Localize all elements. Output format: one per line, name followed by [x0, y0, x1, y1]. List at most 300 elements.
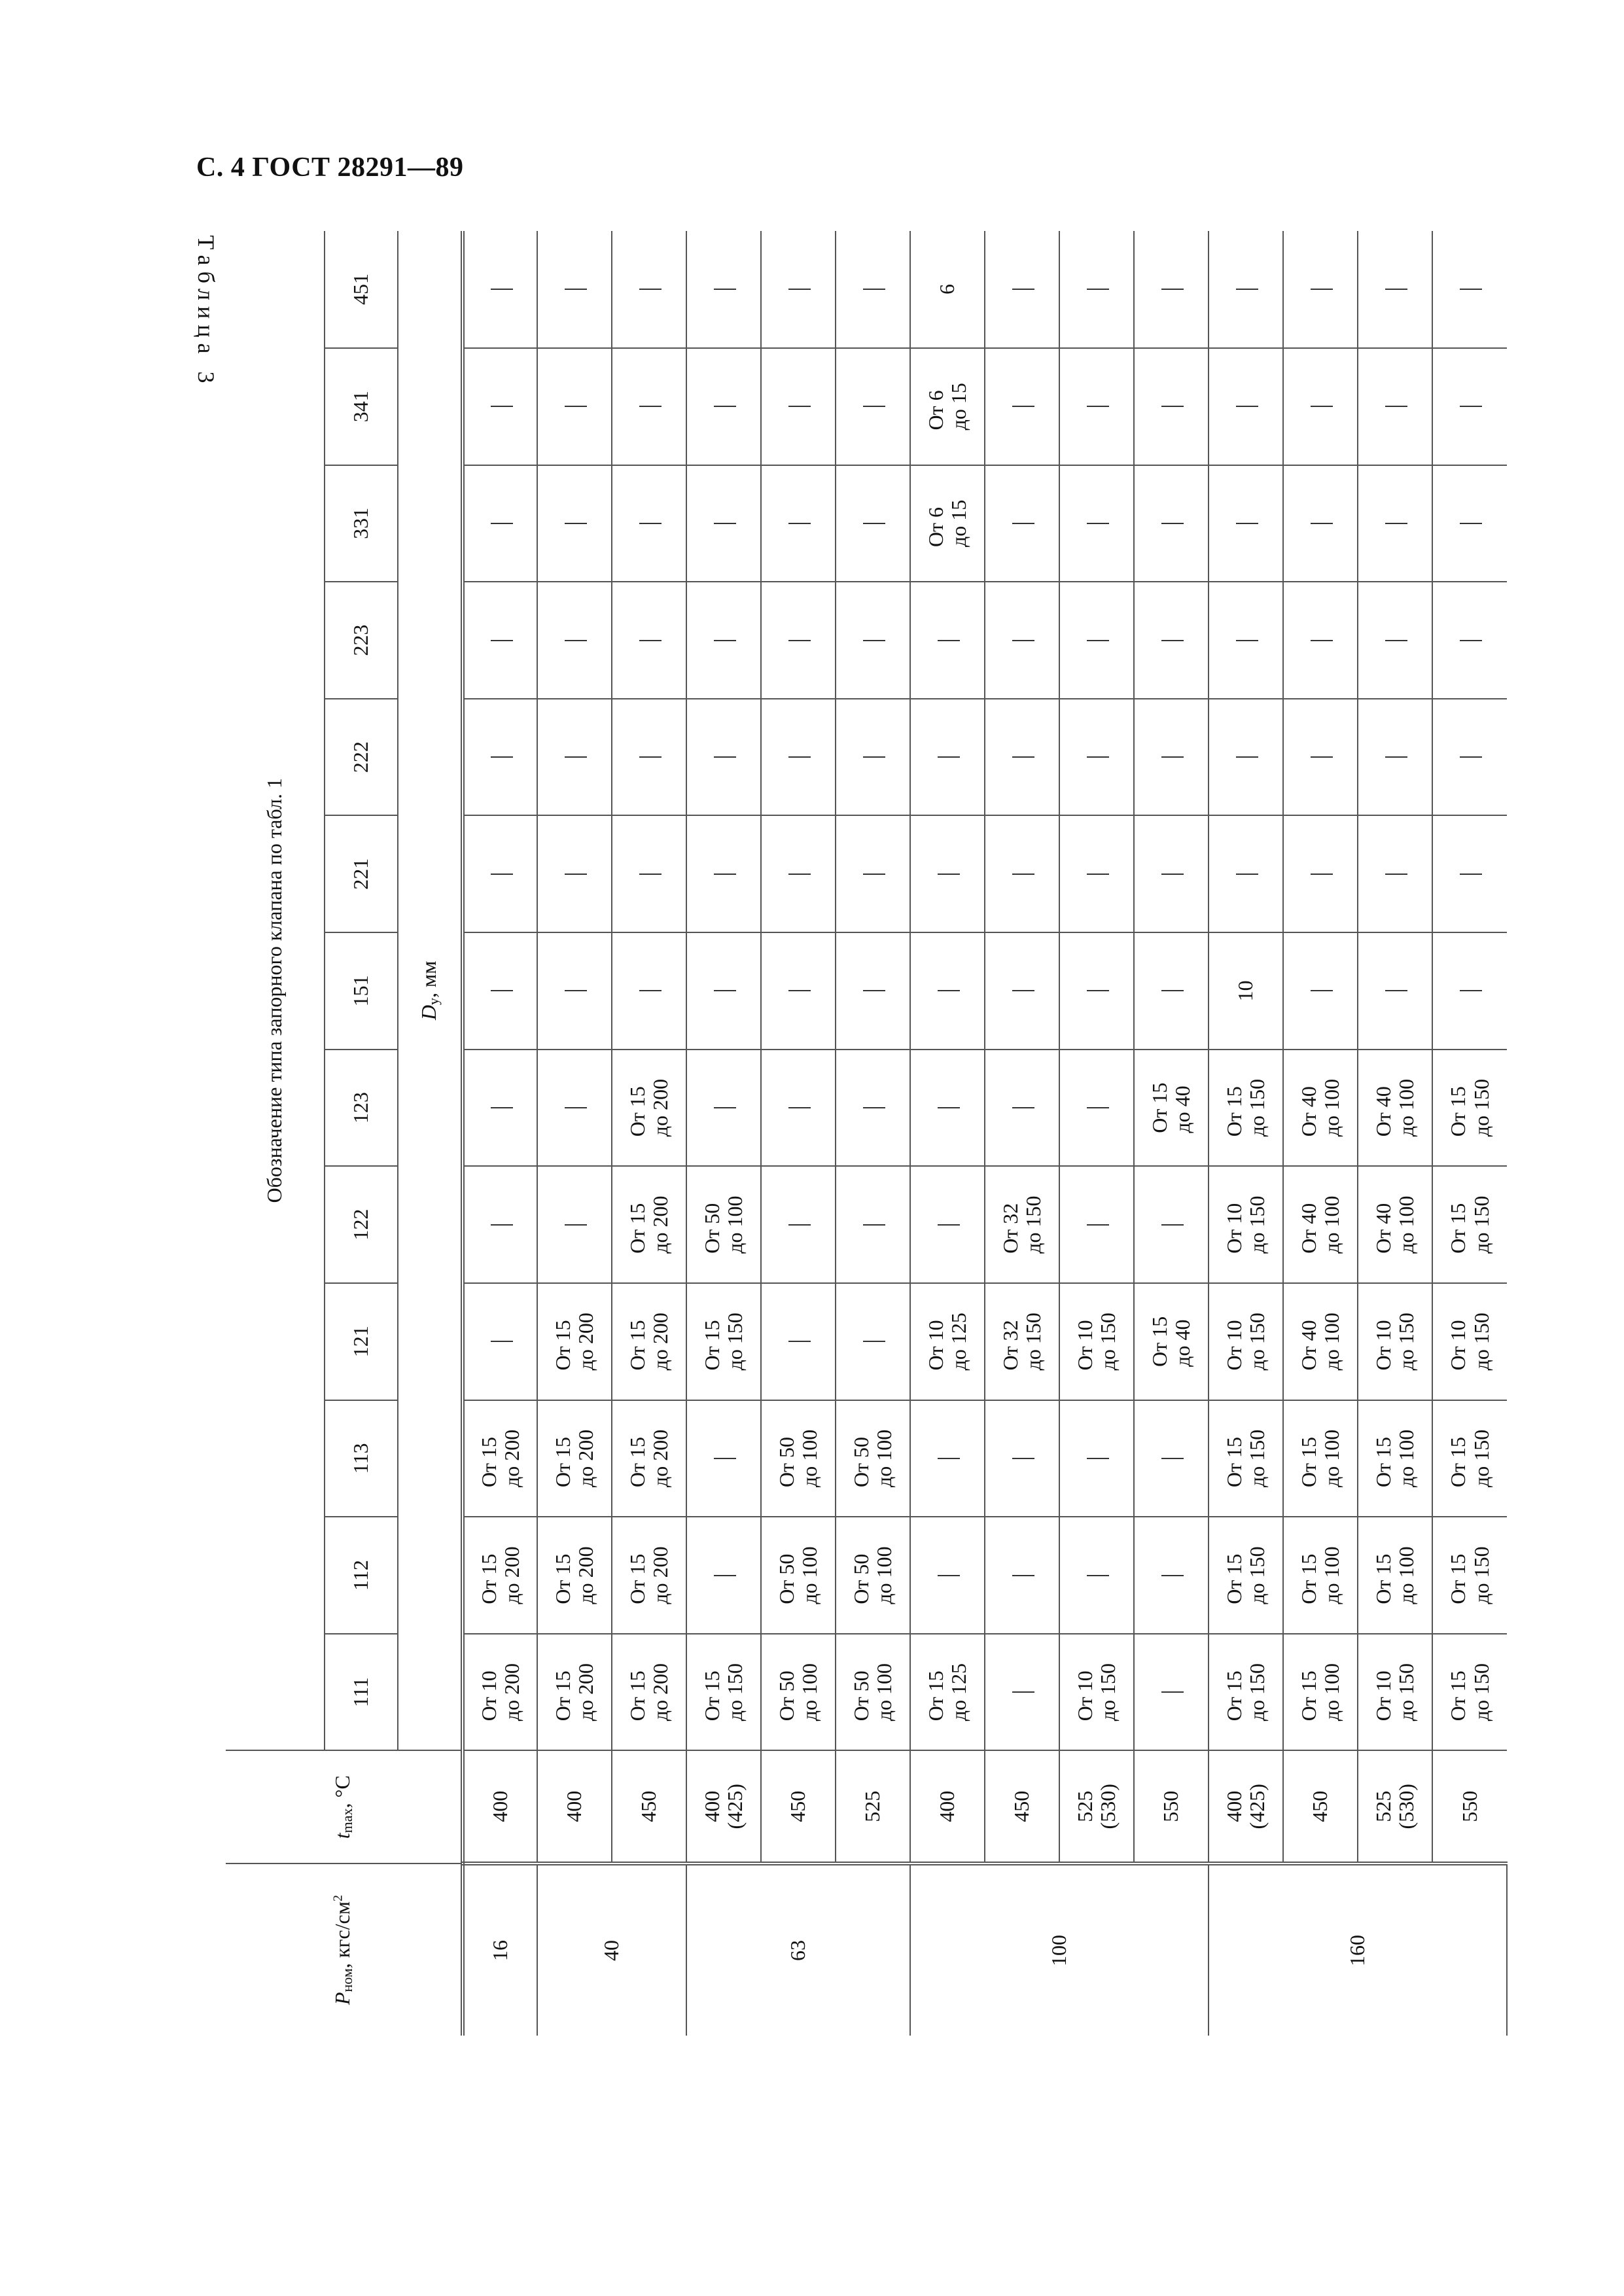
dy-cell [910, 1050, 985, 1167]
t-max-line: 450 [786, 1790, 810, 1822]
dy-range [626, 1663, 672, 1721]
dy-cell [1283, 1400, 1358, 1517]
empty-dash [863, 406, 885, 407]
dy-range-line: до 125 [947, 1663, 970, 1722]
dy-range-line: до 100 [798, 1663, 821, 1722]
dy-range [1297, 1196, 1343, 1254]
empty-dash [788, 406, 811, 407]
dy-cell [1134, 815, 1209, 932]
empty-dash [1087, 1575, 1109, 1576]
dy-range-line: От 15 [550, 1436, 574, 1488]
dy-range-line: до 200 [648, 1078, 672, 1137]
dy-range-line: От 6 [923, 390, 947, 431]
column-header-123: 123 [325, 1050, 398, 1167]
dy-cell [1432, 231, 1507, 348]
empty-dash [1161, 756, 1184, 758]
dy-range-line: От 15 [923, 1670, 947, 1722]
dy-cell [612, 1283, 686, 1400]
dy-range [701, 1663, 747, 1721]
empty-dash [1385, 756, 1407, 758]
dy-range [850, 1430, 896, 1487]
dy-cell [761, 932, 836, 1050]
dy-cell [686, 348, 761, 465]
empty-dash [788, 756, 811, 758]
dy-cell [1283, 1166, 1358, 1283]
dy-cell [686, 582, 761, 699]
dy-range-line: до 100 [1394, 1195, 1418, 1254]
empty-dash [714, 640, 736, 641]
dy-range-line: до 100 [1320, 1663, 1343, 1722]
column-header-331: 331 [325, 465, 398, 582]
empty-dash [1311, 874, 1333, 875]
dy-cell [1358, 231, 1432, 348]
dy-range [478, 1663, 523, 1721]
empty-dash [565, 640, 587, 641]
t-max-line: (530) [1096, 1784, 1120, 1829]
p-nom-header: $P_{ном}$, кгс/$см^2$ [226, 1863, 463, 2036]
dy-cell [910, 1283, 985, 1400]
dy-range [775, 1430, 821, 1487]
dy-range-line: От 50 [849, 1670, 873, 1722]
p-nom-cell: 63 [686, 1863, 910, 2036]
dy-cell [1432, 932, 1507, 1050]
empty-dash [1012, 756, 1034, 758]
dy-range-line: до 100 [798, 1429, 821, 1488]
dy-range [999, 1196, 1045, 1254]
dy-range-line: От 15 [625, 1203, 649, 1254]
empty-dash [1161, 1224, 1184, 1226]
empty-dash [639, 640, 662, 641]
dy-cell [1059, 1400, 1134, 1517]
dy-range-line: до 100 [1394, 1429, 1418, 1488]
empty-dash [565, 756, 587, 758]
dy-range-line: до 150 [1096, 1663, 1120, 1722]
empty-dash [491, 640, 513, 641]
dy-cell [910, 348, 985, 465]
dy-cell [1358, 699, 1432, 816]
dy-cell [1209, 1050, 1283, 1167]
dy-range-line: до 100 [872, 1546, 896, 1604]
dy-range-line: От 10 [923, 1320, 947, 1371]
dy-cell [686, 1283, 761, 1400]
empty-dash [491, 1107, 513, 1108]
rotated-table-wrapper [226, 231, 1534, 2036]
empty-dash [1161, 990, 1184, 991]
empty-dash [1012, 874, 1034, 875]
dy-cell [910, 699, 985, 816]
dy-range-line: От 15 [550, 1670, 574, 1722]
dy-range-line: до 150 [1394, 1663, 1418, 1722]
dy-value: 10 [1233, 980, 1258, 1002]
empty-dash [1087, 1224, 1109, 1226]
empty-dash [1161, 874, 1184, 875]
t-max-line: 450 [1308, 1790, 1332, 1822]
dy-cell [1432, 1634, 1507, 1751]
table-caption-text: Таблица 3 [193, 235, 219, 389]
dy-cell [537, 932, 612, 1050]
empty-dash [1161, 289, 1184, 290]
dy-range-line: От 15 [1147, 1082, 1171, 1133]
table-row [612, 231, 686, 2036]
dy-cell [1209, 231, 1283, 348]
dy-range-line: От 50 [849, 1436, 873, 1488]
dy-cell [761, 1050, 836, 1167]
dy-cell [463, 699, 537, 816]
empty-dash [788, 1107, 811, 1108]
dy-range-line: до 150 [1469, 1546, 1493, 1604]
dy-cell [686, 1517, 761, 1634]
dy-cell [1209, 815, 1283, 932]
dy-range-line: От 15 [1296, 1553, 1320, 1604]
dy-range-line: От 40 [1371, 1203, 1395, 1254]
empty-dash [1012, 990, 1034, 991]
dy-range-line: От 10 [1072, 1320, 1097, 1371]
dy-cell [761, 1283, 836, 1400]
empty-dash [938, 1575, 960, 1576]
dy-range-line: до 150 [1245, 1195, 1269, 1254]
empty-dash [1385, 289, 1407, 290]
dy-cell [1134, 231, 1209, 348]
dy-cell [1209, 1400, 1283, 1517]
dy-range-line: От 15 [1147, 1316, 1171, 1367]
table-row [985, 231, 1059, 2036]
dy-cell [537, 1400, 612, 1517]
table-row [686, 231, 761, 2036]
dy-range-line: до 100 [872, 1429, 896, 1488]
dy-cell [612, 1050, 686, 1167]
dy-range-line: до 100 [1320, 1195, 1343, 1254]
column-header-111: 111 [325, 1634, 398, 1751]
dy-cell [1358, 1400, 1432, 1517]
dy-range-line: до 200 [500, 1663, 523, 1722]
dy-range-line: От 32 [998, 1320, 1022, 1371]
dy-cell [836, 348, 910, 465]
dy-cell [985, 1400, 1059, 1517]
dy-cell [1432, 582, 1507, 699]
dy-cell [1358, 1166, 1432, 1283]
dy-cell [463, 465, 537, 582]
empty-dash [1012, 289, 1034, 290]
dy-cell [761, 582, 836, 699]
dy-cell [537, 1166, 612, 1283]
empty-dash [565, 1224, 587, 1226]
dy-cell [612, 582, 686, 699]
empty-dash [1385, 990, 1407, 991]
dy-range [552, 1313, 597, 1370]
dy-range-line: От 40 [1296, 1203, 1320, 1254]
dy-range [1074, 1663, 1120, 1721]
table-body [463, 231, 1507, 2036]
t-max-cell [1059, 1750, 1134, 1863]
dy-range-line: От 10 [1072, 1670, 1097, 1722]
dy-cell [985, 582, 1059, 699]
t-max-line: 400 [488, 1790, 512, 1822]
dy-range [1297, 1313, 1343, 1370]
t-max-cell [910, 1750, 985, 1863]
t-max-line: 400 [562, 1790, 586, 1822]
dy-cell [985, 1517, 1059, 1634]
dy-cell [910, 465, 985, 582]
empty-dash [788, 640, 811, 641]
empty-dash [863, 523, 885, 524]
dy-range-line: От 15 [625, 1320, 649, 1371]
dy-cell [1283, 932, 1358, 1050]
empty-dash [1460, 523, 1482, 524]
empty-dash [565, 523, 587, 524]
column-header-151: 151 [325, 932, 398, 1050]
dy-range-line: до 15 [947, 383, 970, 431]
dy-range-line: до 150 [1021, 1313, 1045, 1371]
dy-range [1223, 1663, 1269, 1721]
empty-dash [714, 523, 736, 524]
dy-cell [836, 465, 910, 582]
empty-dash [788, 289, 811, 290]
dy-range-line: до 40 [1171, 1319, 1194, 1367]
empty-dash [1311, 289, 1333, 290]
empty-dash [639, 874, 662, 875]
empty-dash [714, 1458, 736, 1459]
empty-dash [639, 523, 662, 524]
dy-cell [686, 1400, 761, 1517]
table-row [1209, 231, 1283, 2036]
empty-dash [1236, 640, 1258, 641]
dy-cell [612, 348, 686, 465]
dy-range-line: до 150 [1245, 1663, 1269, 1722]
dy-range-line: до 200 [574, 1546, 597, 1604]
dy-cell [985, 465, 1059, 582]
empty-dash [491, 874, 513, 875]
dy-range-line: От 15 [1446, 1670, 1470, 1722]
dy-cell [537, 1634, 612, 1751]
dy-range-line: От 15 [1446, 1436, 1470, 1488]
dy-range-line: От 15 [699, 1670, 724, 1722]
dy-range-line: до 40 [1171, 1086, 1194, 1133]
t-max-cell [537, 1750, 612, 1863]
empty-dash [565, 406, 587, 407]
dy-cell [612, 815, 686, 932]
dy-range-line: до 150 [1469, 1663, 1493, 1722]
dy-cell [1358, 582, 1432, 699]
dy-cell [836, 699, 910, 816]
dy-cell [910, 932, 985, 1050]
dy-range [1223, 1430, 1269, 1487]
empty-dash [491, 523, 513, 524]
dy-cell [1134, 1050, 1209, 1167]
dy-range [626, 1196, 672, 1254]
empty-dash [788, 990, 811, 991]
dy-cell [836, 1634, 910, 1751]
dy-cell [985, 1166, 1059, 1283]
valve-type-group-header: Обозначение типа запорного клапана по табл. 1 [226, 231, 325, 1750]
dy-range [552, 1663, 597, 1721]
empty-dash [1311, 756, 1333, 758]
empty-dash [1012, 1458, 1034, 1459]
dy-range-line: От 10 [1222, 1203, 1246, 1254]
dy-cell [836, 1283, 910, 1400]
table-row [910, 231, 985, 2036]
dy-range [1372, 1196, 1418, 1254]
table-row [537, 231, 612, 2036]
empty-dash [863, 874, 885, 875]
dy-cell [1134, 699, 1209, 816]
empty-dash [1236, 874, 1258, 875]
t-max-cell [463, 1750, 537, 1863]
dy-range-line: до 150 [1245, 1078, 1269, 1137]
dy-cell [463, 582, 537, 699]
dy-cell [463, 231, 537, 348]
dy-range-line: до 150 [1245, 1546, 1269, 1604]
dy-range-line: до 150 [723, 1663, 747, 1722]
dy-range [626, 1079, 672, 1137]
empty-dash [863, 1107, 885, 1108]
dy-cell [985, 348, 1059, 465]
dy-range [478, 1546, 523, 1604]
dy-cell [761, 1400, 836, 1517]
t-max-line: 550 [1457, 1790, 1481, 1822]
dy-range [1297, 1546, 1343, 1604]
empty-dash [863, 640, 885, 641]
t-max-line: 450 [637, 1790, 661, 1822]
empty-dash [788, 1341, 811, 1342]
empty-dash [863, 990, 885, 991]
dy-range [1223, 1546, 1269, 1604]
dy-cell [1283, 1283, 1358, 1400]
page-header: С. 4 ГОСТ 28291—89 [196, 152, 464, 183]
empty-dash [491, 1224, 513, 1226]
dy-range [626, 1546, 672, 1604]
empty-dash [1460, 990, 1482, 991]
dy-cell [1059, 1634, 1134, 1751]
dy-range [1297, 1079, 1343, 1137]
dy-cell [1432, 348, 1507, 465]
dy-range-line: до 200 [574, 1663, 597, 1722]
table-row [1283, 231, 1358, 2036]
dy-cell [612, 699, 686, 816]
t-max-cell [761, 1750, 836, 1863]
empty-dash [863, 756, 885, 758]
empty-dash [491, 990, 513, 991]
dy-cell [686, 1050, 761, 1167]
dy-cell [612, 1517, 686, 1634]
empty-dash [1161, 1691, 1184, 1693]
dy-range-line: От 15 [625, 1086, 649, 1137]
dy-range [1223, 1196, 1269, 1254]
dy-cell [537, 1283, 612, 1400]
dy-range-line: до 150 [723, 1313, 747, 1371]
dy-cell [1134, 932, 1209, 1050]
dy-range-line: От 15 [699, 1320, 724, 1371]
dy-range-line: до 150 [1469, 1429, 1493, 1488]
t-max-cell [612, 1750, 686, 1863]
empty-dash [639, 990, 662, 991]
dy-range [1447, 1663, 1492, 1721]
dy-range [552, 1430, 597, 1487]
p-nom-cell: 40 [537, 1863, 686, 2036]
empty-dash [714, 874, 736, 875]
dy-cell [1358, 1283, 1432, 1400]
empty-dash [938, 874, 960, 875]
empty-dash [1012, 640, 1034, 641]
table-row [463, 231, 537, 2036]
dy-range-line: до 200 [648, 1663, 672, 1722]
dy-cell [686, 815, 761, 932]
empty-dash [714, 990, 736, 991]
dy-cell [1059, 465, 1134, 582]
empty-dash [639, 289, 662, 290]
dy-cell [612, 932, 686, 1050]
dy-range-line: От 15 [550, 1320, 574, 1371]
dy-range-line: От 50 [849, 1553, 873, 1604]
dy-range-line: до 100 [1320, 1313, 1343, 1371]
dy-range [1297, 1663, 1343, 1721]
column-header-341: 341 [325, 348, 398, 465]
empty-dash [1161, 1575, 1184, 1576]
dy-cell [1209, 932, 1283, 1050]
dy-cell [1209, 1634, 1283, 1751]
dy-header: $D_y$, мм [398, 231, 463, 1750]
empty-dash [1385, 523, 1407, 524]
empty-dash [1087, 874, 1109, 875]
dy-cell [612, 465, 686, 582]
column-header-112: 112 [325, 1517, 398, 1634]
dy-cell [537, 699, 612, 816]
dy-cell [537, 815, 612, 932]
dy-cell [463, 1400, 537, 1517]
dy-range [1372, 1313, 1418, 1370]
dy-range [626, 1313, 672, 1370]
dy-range-line: до 100 [798, 1546, 821, 1604]
empty-dash [1087, 640, 1109, 641]
dy-range-line: до 150 [1245, 1313, 1269, 1371]
empty-dash [1087, 523, 1109, 524]
t-max-line: 400 [935, 1790, 959, 1822]
dy-range-line: От 50 [774, 1436, 798, 1488]
dy-range-line: От 15 [1222, 1553, 1246, 1604]
dy-cell [910, 1634, 985, 1751]
dy-cell [836, 1517, 910, 1634]
table-row [1059, 231, 1134, 2036]
dy-range [1447, 1546, 1492, 1604]
dy-range-line: От 15 [1222, 1436, 1246, 1488]
dy-range [1223, 1313, 1269, 1370]
dy-range [925, 383, 970, 430]
t-max-cell [1283, 1750, 1358, 1863]
t-max-line: (530) [1394, 1784, 1418, 1829]
dy-range-line: От 50 [774, 1670, 798, 1722]
dy-range-line: От 15 [476, 1553, 501, 1604]
empty-dash [1012, 523, 1034, 524]
dy-cell [463, 1166, 537, 1283]
table-caption [193, 230, 219, 394]
dy-range [1447, 1430, 1492, 1487]
dy-cell [1059, 1283, 1134, 1400]
dy-cell [1358, 932, 1432, 1050]
dy-cell [1283, 815, 1358, 932]
dy-cell [1059, 582, 1134, 699]
dy-cell [836, 1166, 910, 1283]
dy-range [925, 1663, 970, 1721]
p-nom-cell: 16 [463, 1863, 537, 2036]
dy-cell [1358, 815, 1432, 932]
dy-range-line: От 15 [625, 1553, 649, 1604]
column-header-451: 451 [325, 231, 398, 348]
dy-cell [761, 1517, 836, 1634]
dy-range-line: до 100 [1394, 1078, 1418, 1137]
dy-cell [1358, 465, 1432, 582]
dy-range [1372, 1430, 1418, 1487]
table-row [761, 231, 836, 2036]
dy-range-line: От 15 [1222, 1086, 1246, 1137]
